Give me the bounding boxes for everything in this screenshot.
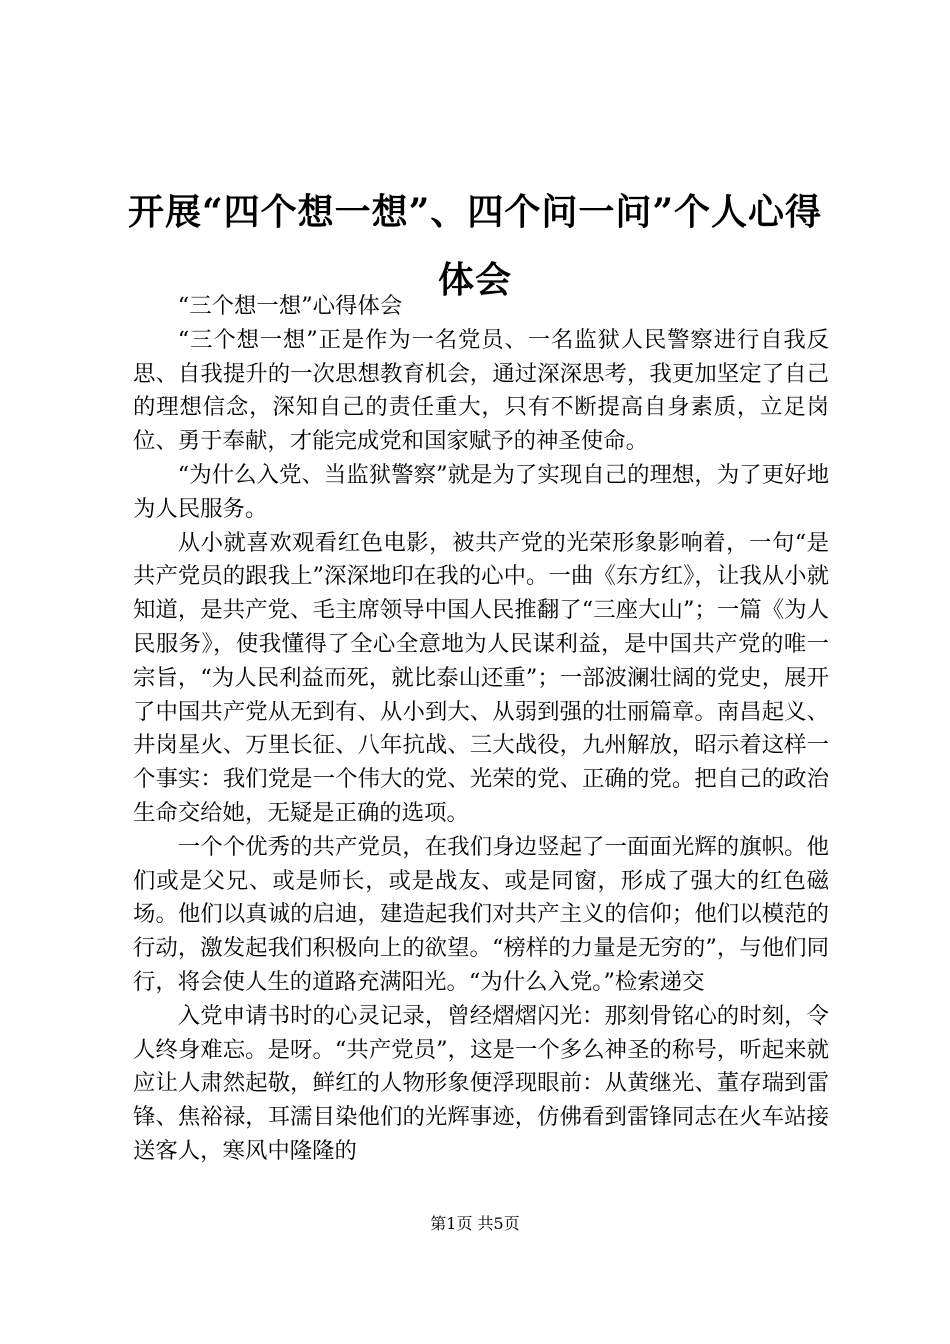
paragraph: “三个想一想”正是作为一名党员、一名监狱人民警察进行自我反思、自我提升的一次思想教育机会，通过深深思考，我更加坚定了自己的理想信念，深知自己的责任重大，只有不断提高自身素质，立足岗位、勇于奉献，才能完成党和国家赋予的神圣使命。 xyxy=(133,326,829,455)
document-title: 开展“四个想一想”、四个问一问”个人心得体会 xyxy=(127,191,823,301)
paragraph-subtitle: “三个想一想”心得体会 xyxy=(177,293,403,319)
page-number-footer: 第1页 共5页 xyxy=(430,1214,520,1233)
paragraph: “为什么入党、当监狱警察”就是为了实现自己的理想，为了更好地为人民服务。 xyxy=(133,461,829,522)
paragraph: 一个个优秀的共产党员，在我们身边竖起了一面面光辉的旗帜。他们或是父兄、或是师长，或是战友、或是同窗，形成了强大的红色磁场。他们以真诚的启迪，建造起我们对共产主义的信仰；他们以模范的行动，激发起我们积极向上的欲望。“榜样的力量是无穷的”，与他们同行，将会使人生的道路充满阳光。“为什么入党。”检索递交 xyxy=(133,833,829,995)
paragraph: 从小就喜欢观看红色电影，被共产党的光荣形象影响着，一句“是共产党员的跟我上”深深地印在我的心中。一曲《东方红》，让我从小就知道，是共产党、毛主席领导中国人民推翻了“三座大山”；一篇《为人民服务》，使我懂得了全心全意地为人民谋利益，是中国共产党的唯一宗旨，“为人民利益而死，就比泰山还重”；一部波澜壮阔的党史，展开了中国共产党从无到有、从小到大、从弱到强的壮丽篇章。南昌起义、井岗星火、万里长征、八年抗战、三大战役，九州解放，昭示着这样一个事实：我们党是一个伟大的党、光荣的党、正确的党。把自己的政治生命交给她，无疑是正确的选项。 xyxy=(133,529,829,826)
document-body xyxy=(133,290,829,1169)
paragraph: 入党申请书时的心灵记录，曾经熠熠闪光：那刻骨铭心的时刻，令人终身难忘。是呀。“共产党员”，这是一个多么神圣的称号，听起来就应让人肃然起敬，鲜红的人物形象便浮现眼前：从黄继光、董存瑞到雷锋、焦裕禄，耳濡目染他们的光辉事迹，仿佛看到雷锋同志在火车站接送客人，寒风中隆隆的 xyxy=(133,1002,829,1164)
